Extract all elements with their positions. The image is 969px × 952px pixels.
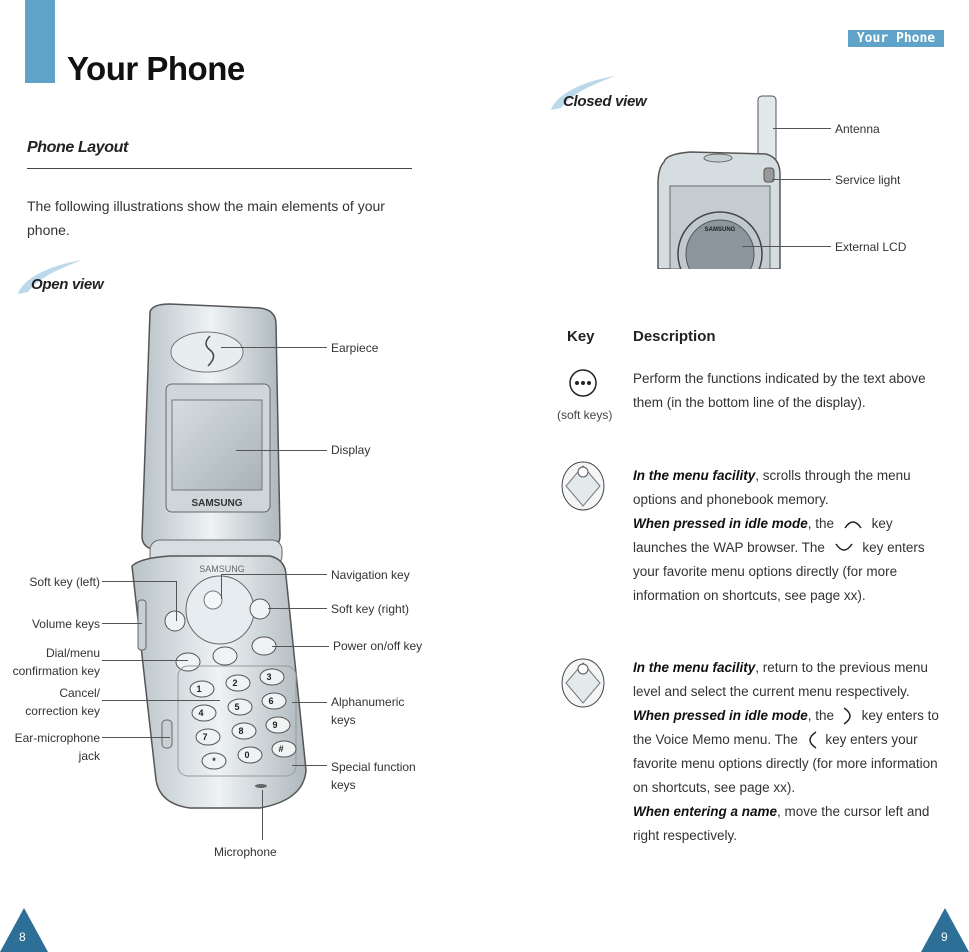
header-tag: Your Phone	[848, 30, 944, 47]
label-soft-key-left: Soft key (left)	[29, 575, 100, 589]
title-accent-bar	[25, 0, 55, 83]
soft-keys-caption: (soft keys)	[557, 408, 613, 422]
leader-line	[268, 608, 327, 609]
label-cancel-key: Cancel/ correction key	[25, 686, 100, 718]
leader-line	[292, 765, 327, 766]
keypad-key: 9	[272, 720, 278, 730]
row1-description: Perform the functions indicated by the text above them (in the bottom line of the display).	[633, 371, 926, 410]
left-page-number: 8	[19, 930, 26, 944]
open-view-title: Open view	[31, 276, 104, 293]
soft-key-icon	[568, 368, 598, 398]
label-external-lcd: External LCD	[835, 240, 907, 254]
heading-rule	[27, 168, 412, 169]
right-page-number: 9	[941, 930, 948, 944]
leader-line	[221, 574, 222, 599]
intro-text: The following illustrations show the main elements of your phone.	[27, 198, 385, 238]
navigation-key-icon	[560, 460, 606, 512]
keypad-key: 3	[266, 672, 272, 682]
page-title: Your Phone	[67, 50, 245, 87]
keypad-key: 8	[238, 726, 244, 736]
keypad-key: 7	[202, 732, 208, 742]
leader-line	[236, 450, 327, 451]
col-description-header: Description	[633, 328, 716, 345]
leader-line	[742, 246, 831, 247]
label-volume-keys: Volume keys	[31, 617, 100, 631]
keypad-key: 5	[234, 702, 240, 712]
label-alphanumeric: Alphanumeric keys	[331, 695, 405, 727]
navigation-key-icon-lr	[560, 657, 606, 709]
leader-line	[102, 623, 142, 624]
leader-line	[262, 790, 263, 840]
keypad-key: 2	[232, 678, 238, 688]
left-key-icon	[806, 730, 818, 750]
svg-text:SAMSUNG: SAMSUNG	[191, 498, 243, 509]
up-key-icon	[842, 518, 864, 530]
keypad-key: 0	[244, 750, 250, 760]
leader-line	[772, 179, 831, 180]
keypad-key: *	[212, 756, 216, 766]
leader-line	[176, 581, 177, 621]
keypad-key: 4	[198, 708, 204, 718]
right-key-icon	[842, 706, 854, 726]
label-microphone: Microphone	[214, 845, 277, 859]
leader-line	[102, 660, 188, 661]
closed-phone-illustration	[650, 94, 790, 269]
label-power-key: Power on/off key	[333, 639, 423, 653]
label-display: Display	[331, 443, 371, 457]
label-antenna: Antenna	[835, 122, 880, 136]
label-special-function: Special function keys	[331, 760, 416, 792]
leader-line	[272, 646, 329, 647]
down-key-icon	[833, 542, 855, 554]
section-heading: Phone Layout	[27, 139, 128, 156]
leader-line	[221, 347, 327, 348]
row3-description: In the menu facility, return to the previous menu level and select the current menu respectively. When pressed in idle mode, the key enters to the Voice Memo menu. The key enters your favorite menu options directly (for more information on shortcuts, see page xx). When entering a name, move the cursor left and right respectively.	[633, 660, 939, 843]
leader-line	[221, 574, 327, 575]
label-ear-mic-jack: Ear-microphone jack	[14, 731, 100, 763]
label-soft-key-right: Soft key (right)	[331, 602, 410, 616]
col-key-header: Key	[567, 328, 595, 345]
leader-line	[102, 737, 170, 738]
svg-text:SAMSUNG: SAMSUNG	[199, 564, 245, 574]
leader-line	[773, 128, 831, 129]
leader-line	[292, 702, 327, 703]
keypad-key: 6	[268, 696, 274, 706]
label-service-light: Service light	[835, 173, 901, 187]
open-phone-illustration	[110, 300, 330, 820]
keypad-key: 1	[196, 684, 202, 694]
label-dial-key: Dial/menu confirmation key	[12, 646, 100, 678]
leader-line	[102, 581, 176, 582]
keypad-key: #	[278, 744, 284, 754]
leader-line	[102, 700, 220, 701]
row2-description: In the menu facility, scrolls through the menu options and phonebook memory. When pressed in idle mode, the key launches the WAP browser. The key enters your favorite menu options directly (for more information on shortcuts, see page xx).	[633, 468, 925, 603]
label-earpiece: Earpiece	[331, 341, 379, 355]
closed-brand: SAMSUNG	[704, 227, 736, 233]
label-navigation-key: Navigation key	[331, 568, 410, 582]
closed-view-title: Closed view	[563, 93, 647, 110]
